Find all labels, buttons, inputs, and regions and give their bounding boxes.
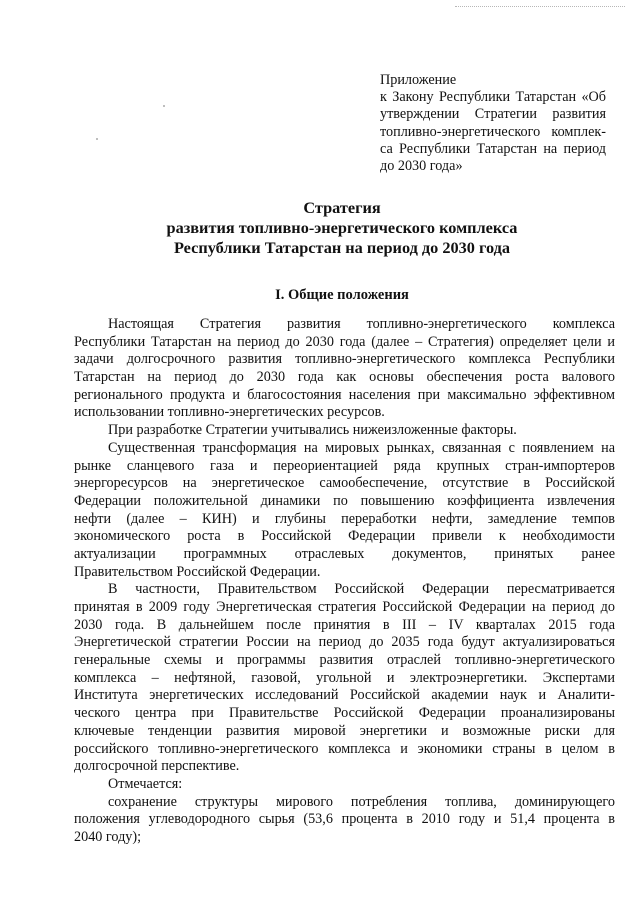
- text-line: использовании топливно-энергетических ресурсов.: [74, 404, 385, 421]
- text-line: ключевые тенденции развития мировой энергетики и возможные риски для: [74, 722, 615, 739]
- text-line: Татарстан на период до 2030 года как основы обеспечения роста валового: [74, 369, 615, 386]
- text-line: энергоресурсов на энергетическое самообеспечение, отсутствие в Российской: [74, 475, 615, 492]
- text-line: Правительством Российской Федерации.: [74, 563, 321, 580]
- appendix-line: до 2030 года»: [380, 158, 463, 175]
- text-line: принятая в 2009 году Энергетическая стратегия Российской Федерации на период до: [74, 599, 615, 615]
- text-line: нефти (далее – КИН) и глубины переработки нефти, замедление темпов: [74, 510, 615, 527]
- text-line: положения углеводородного сырья (53,6 процента в 2010 году и 51,4 процента в: [74, 811, 615, 828]
- text-line: российского топливно-энергетического комплекса и экономики страны в целом в: [74, 740, 615, 757]
- appendix-line: Приложение: [380, 72, 457, 88]
- text-line: Республики Татарстан на период до 2030 года (далее – Стратегия) определяет цели и: [74, 333, 615, 350]
- text-line: долгосрочной перспективе.: [74, 758, 240, 775]
- scan-dot: [163, 105, 165, 107]
- text-line: Энергетической стратегии России на период до 2035 года будут актуализироваться: [74, 634, 615, 651]
- text-line: Института энергетических исследований Российской академии наук и Аналити-: [74, 687, 615, 704]
- text-line: Отмечается:: [108, 775, 183, 792]
- text-line: сохранение структуры мирового потребления топлива, доминирующего: [108, 793, 615, 810]
- scan-artifact: [455, 6, 625, 10]
- appendix-line: к Закону Республики Татарстан «Об: [380, 89, 606, 106]
- text-line: регионального продукта и благосостояния населения при максимально эффективном: [74, 386, 615, 403]
- text-line: 2030 года. В дальнейшем после принятия в III – IV кварталах 2015 года: [74, 616, 615, 633]
- text-line: генеральные схемы и программы развития отраслей топливно-энергетического: [74, 652, 615, 669]
- document-title: [100, 198, 584, 258]
- text-line: экономического роста в Российской Федерации привели к необходимости: [74, 528, 615, 545]
- appendix-note: [380, 72, 606, 175]
- text-line: ческого центра при Правительстве Российской Федерации проанализированы: [74, 705, 615, 722]
- title-line-2: развития топливно-энергетического комплекса: [166, 218, 518, 237]
- section-heading: I. Общие положения: [275, 287, 409, 303]
- text-line: задачи долгосрочного развития топливно-энергетического комплекса Республики: [74, 351, 615, 368]
- title-line-1: Стратегия: [303, 198, 381, 217]
- title-line-3: Республики Татарстан на период до 2030 года: [173, 238, 511, 257]
- text-line: 2040 году);: [74, 828, 142, 845]
- body-text: [74, 316, 615, 847]
- text-line: Существенная трансформация на мировых рынках, связанная с появлением на: [108, 439, 615, 456]
- text-line: рынке сланцевого газа и переориентацией ряда крупных стран-импортеров: [74, 457, 615, 474]
- scan-dot: [96, 138, 98, 140]
- appendix-line: топливно-энергетического комплек-: [380, 123, 606, 140]
- appendix-line: утверждении Стратегии развития: [380, 106, 606, 123]
- text-line: При разработке Стратегии учитывались нижеизложенные факторы.: [108, 422, 517, 439]
- text-line: Настоящая Стратегия развития топливно-энергетического комплекса: [108, 316, 615, 332]
- text-line: актуализации программных отраслевых документов, принятых ранее: [74, 545, 615, 562]
- text-line: В частности, Правительством Российской Федерации пересматривается: [108, 581, 615, 598]
- text-line: Федерации положительной динамики по повышению коэффициента извлечения: [74, 492, 615, 509]
- text-line: комплекса – нефтяной, газовой, угольной и электроэнергетики. Экспертами: [74, 669, 615, 686]
- appendix-line: са Республики Татарстан на период: [380, 140, 606, 157]
